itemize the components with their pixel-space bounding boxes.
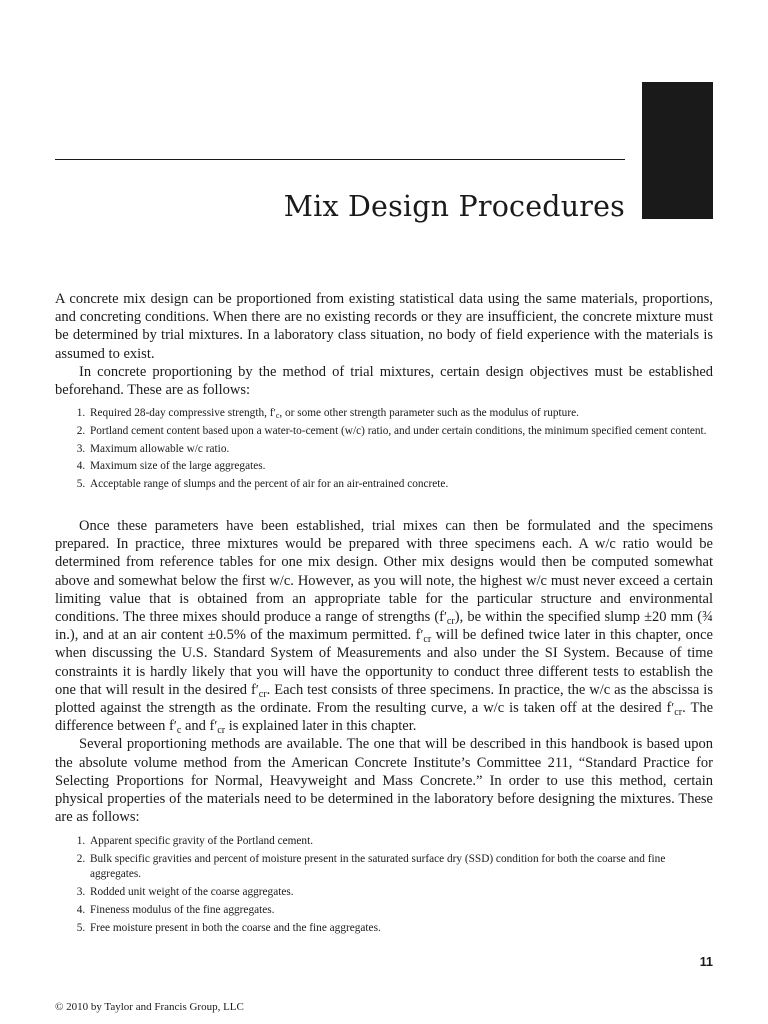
list-item: 5. Free moisture present in both the coarse and the fine aggregates. [88,921,713,937]
material-properties-section [55,834,713,938]
list-item: 2. Portland cement content based upon a water-to-cement (w/c) ratio, and under certain conditions, the minimum specified cement content. [88,424,713,440]
page-number: 11 [699,955,713,969]
list-item: 4. Fineness modulus of the fine aggregates. [88,903,713,919]
design-objectives-section [55,406,713,495]
trial-mixes-section [55,517,713,826]
material-properties-list [55,834,713,936]
design-objectives-list [55,406,713,493]
intro-section [55,290,713,399]
copyright-notice: © 2010 by Taylor and Francis Group, LLC [55,1001,244,1013]
intro-paragraph-2: In concrete proportioning by the method of trial mixtures, certain design objectives must be established beforehand. These are as follows: [55,363,713,399]
list-item: 1. Apparent specific gravity of the Portland cement. [88,834,713,850]
list-item: 4. Maximum size of the large aggregates. [88,459,713,475]
list-item: 3. Rodded unit weight of the coarse aggregates. [88,885,713,901]
list-item: 2. Bulk specific gravities and percent of moisture present in the saturated surface dry (SSD) condition for both the coarse and fine aggregates. [88,852,713,883]
trial-mixes-paragraph: Once these parameters have been established, trial mixes can then be formulated and the specimens prepared. In practice, three mixtures would be prepared with three specimens each. A w/c ratio would be determined from reference tables for one mix design. Other mix designs would then be computed somewhat above and somewhat below the first w/c. However, as you will note, the highest w/c must never exceed a certain limiting value that is obtained from an appropriate table for the particular structure and environmental conditions. The three mixes should produce a range of strengths $(f'_{cr})$, be within the specified slump ±20 mm (¾ in.), and at an air content ±0.5% of the maximum permitted. $f'_{cr}$ will be defined twice later in this chapter, once when discussing the U.S. Standard System of Measurements and also under the SI System. Because of time constraints it is hardly likely that you will have the opportunity to conduct three different tests to establish the one that will result in the desired $f'_{cr}$. Each test consists of three specimens. In practice, the w/c as the abscissa is plotted against the strength as the ordinate. From the resulting curve, a w/c is taken off at the desired $f'_{cr}$. The difference between $f'_c$ and $f'_{cr}$ is explained later in this chapter. [55,518,714,737]
intro-paragraph-1: A concrete mix design can be proportioned from existing statistical data using the same materials, proportions, and concreting conditions. When there are no existing records or they are insufficient, the concrete mixture must be determined by trial mixtures. In a laboratory class situation, no body of field experience with the materials is assumed to exist. [55,291,713,362]
methods-paragraph: Several proportioning methods are available. The one that will be described in this handbook is based upon the absolute volume method from the American Concrete Institute’s Committee 211, “Standard Practice for Selecting Proportions for Normal, Heavyweight and Mass Concrete.” In order to use this method, certain physical properties of the materials need to be determined in the laboratory before designing the mixtures. These are as follows: [55,736,713,826]
list-item: 1. Required 28-day compressive strength, $f'_c$, or some other strength parameter such as the modulus of rupture. [88,406,713,422]
chapter-title: Mix Design Procedures [283,190,625,223]
chapter-tab-block [642,82,713,219]
chapter-rule [55,159,625,160]
list-item: 5. Acceptable range of slumps and the percent of air for an air-entrained concrete. [88,477,713,493]
list-item: 3. Maximum allowable w/c ratio. [88,442,713,458]
